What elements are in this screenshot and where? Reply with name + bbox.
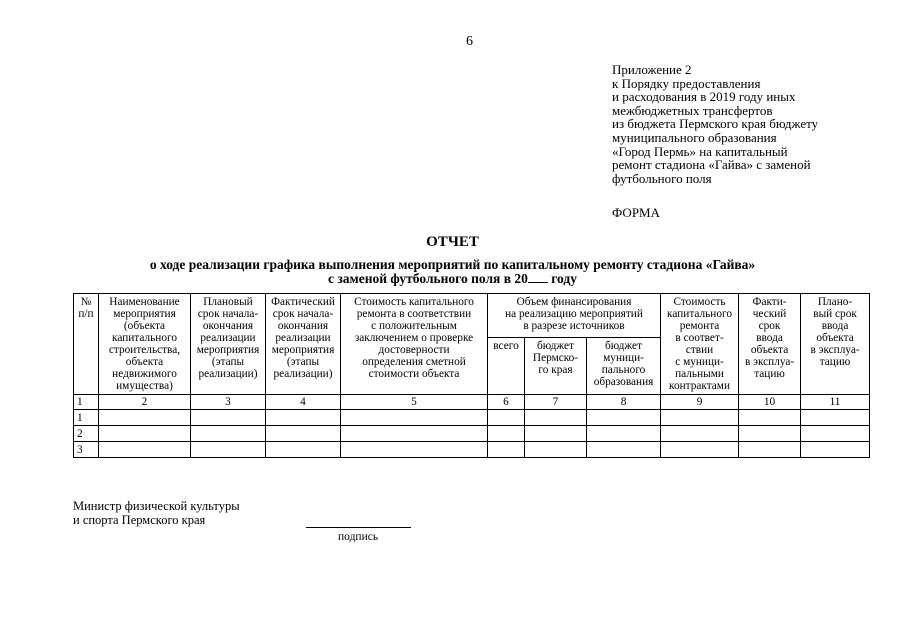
table-cell[interactable] — [341, 442, 488, 458]
table-cell[interactable] — [801, 426, 870, 442]
table-cell[interactable] — [488, 426, 525, 442]
table-cell[interactable] — [587, 410, 661, 426]
report-title: ОТЧЕТ — [426, 234, 479, 250]
header-number: № п/п — [74, 294, 99, 395]
report-subtitle-line2 — [0, 270, 905, 287]
table-cell[interactable] — [341, 426, 488, 442]
table-cell[interactable] — [739, 410, 801, 426]
table-row — [74, 442, 870, 458]
table-cell[interactable] — [99, 410, 191, 426]
header-planned-term: Плановый срок начала- окончания реализации мероприятия (этапы реализации) — [191, 294, 266, 395]
header-row — [74, 294, 870, 338]
minister-signature-block — [73, 499, 240, 527]
table-cell[interactable] — [99, 442, 191, 458]
appendix-line: «Город Пермь» на капитальный — [612, 143, 788, 159]
table-cell[interactable] — [341, 410, 488, 426]
table-row — [74, 426, 870, 442]
column-number: 7 — [525, 395, 587, 410]
table-cell[interactable] — [488, 410, 525, 426]
subtitle-text: с заменой футбольного поля в 20 — [328, 271, 528, 286]
table-cell[interactable] — [525, 410, 587, 426]
subtitle-text-end: году — [547, 271, 577, 286]
column-number: 5 — [341, 395, 488, 410]
header-funding-municipal: бюджет муници- пального образования — [587, 338, 661, 395]
signature-line[interactable] — [306, 527, 411, 528]
page-number: 6 — [466, 34, 473, 49]
appendix-line: Приложение 2 — [612, 62, 692, 77]
table-cell[interactable] — [739, 442, 801, 458]
table-cell[interactable] — [488, 442, 525, 458]
report-subtitle-line1: о ходе реализации графика выполнения мероприятий по капитальному ремонту стадиона «Гайва» — [149, 257, 756, 272]
form-label: ФОРМА — [612, 205, 660, 220]
appendix-line: к Порядку предоставления — [612, 75, 761, 91]
table-cell[interactable] — [191, 410, 266, 426]
signature-caption: подпись — [338, 531, 379, 543]
table-cell[interactable] — [99, 426, 191, 442]
table-cell[interactable] — [587, 442, 661, 458]
header-actual-term: Фактический срок начала- окончания реализации мероприятия (этапы реализации) — [266, 294, 341, 395]
row-number: 3 — [74, 442, 99, 458]
column-number: 8 — [587, 395, 661, 410]
column-number: 3 — [191, 395, 266, 410]
appendix-line: ремонт стадиона «Гайва» с заменой — [612, 157, 811, 173]
column-number: 11 — [801, 395, 870, 410]
column-number: 4 — [266, 395, 341, 410]
header-event-name: Наименование мероприятия (объекта капитального строительства, объекта недвижимого имущества) — [99, 294, 191, 395]
appendix-line: муниципального образования — [612, 129, 777, 145]
header-planned-commissioning: Плано- вый срок ввода объекта в эксплуа- тацию — [801, 294, 870, 395]
header-actual-commissioning: Факти- ческий срок ввода объекта в эксплуа- тацию — [739, 294, 801, 395]
appendix-note — [612, 63, 872, 185]
table-cell[interactable] — [661, 410, 739, 426]
table-row — [74, 410, 870, 426]
minister-title-line1: Министр физической культуры — [73, 499, 240, 513]
table-cell[interactable] — [266, 426, 341, 442]
table-cell[interactable] — [191, 442, 266, 458]
header-funding-volume: Объем финансирования на реализацию мероприятий в разрезе источников — [488, 294, 661, 338]
table-cell[interactable] — [266, 410, 341, 426]
appendix-line: межбюджетных трансфертов — [612, 102, 773, 118]
header-funding-total: всего — [488, 338, 525, 395]
minister-title-line2: и спорта Пермского края — [73, 513, 206, 527]
year-blank-field[interactable] — [528, 270, 548, 283]
table-cell[interactable] — [801, 442, 870, 458]
appendix-line: и расходования в 2019 году иных — [612, 89, 796, 105]
table-cell[interactable] — [266, 442, 341, 458]
table-cell[interactable] — [801, 410, 870, 426]
column-number: 10 — [739, 395, 801, 410]
header-contract-cost: Стоимость капитального ремонта в соответ- ствии с муници- пальными контрактами — [661, 294, 739, 395]
table-cell[interactable] — [587, 426, 661, 442]
table-cell[interactable] — [661, 426, 739, 442]
report-table — [73, 293, 870, 458]
appendix-line: из бюджета Пермского края бюджету — [612, 116, 819, 132]
column-number: 2 — [99, 395, 191, 410]
header-funding-regional: бюджет Пермско- го края — [525, 338, 587, 395]
row-number: 2 — [74, 426, 99, 442]
table-cell[interactable] — [525, 442, 587, 458]
row-number: 1 — [74, 410, 99, 426]
column-number: 9 — [661, 395, 739, 410]
header-repair-cost: Стоимость капитального ремонта в соответствии с положительным заключением о проверке достоверности определения сметной стоимости объекта — [341, 294, 488, 395]
table-cell[interactable] — [661, 442, 739, 458]
table-cell[interactable] — [739, 426, 801, 442]
column-number-row — [74, 395, 870, 410]
column-number: 1 — [74, 395, 99, 410]
table-cell[interactable] — [525, 426, 587, 442]
appendix-line: футбольного поля — [612, 170, 712, 186]
table-cell[interactable] — [191, 426, 266, 442]
column-number: 6 — [488, 395, 525, 410]
